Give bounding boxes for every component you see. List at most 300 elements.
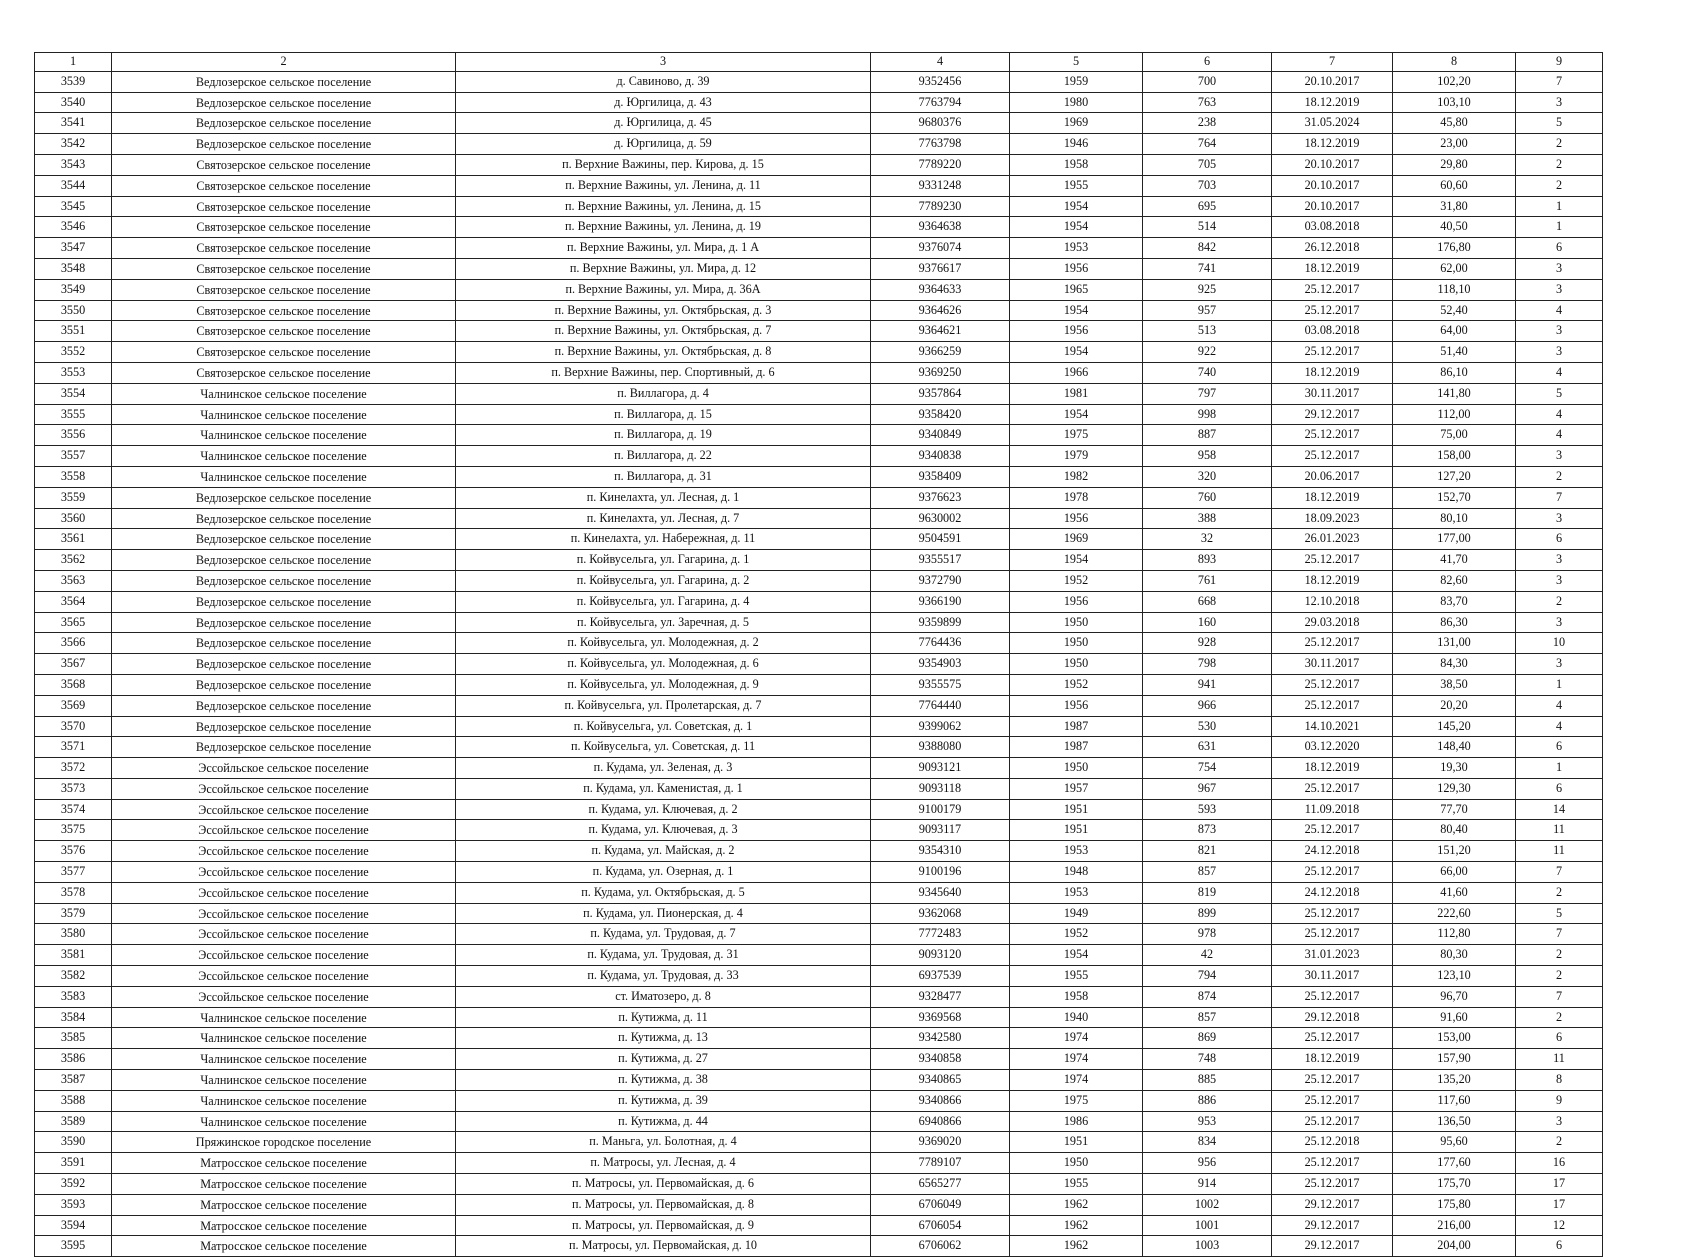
table-row bbox=[35, 1194, 1603, 1215]
cell-address: д. Юргилица, д. 43 bbox=[456, 92, 871, 113]
cell-address: п. Кудама, ул. Трудовая, д. 31 bbox=[456, 945, 871, 966]
cell-year-built: 1956 bbox=[1010, 695, 1143, 716]
cell-settlement-name: Чалнинское сельское поселение bbox=[112, 404, 456, 425]
cell-settlement-name: Святозерское сельское поселение bbox=[112, 154, 456, 175]
cell-document-date: 11.09.2018 bbox=[1272, 799, 1393, 820]
cell-area: 77,70 bbox=[1393, 799, 1516, 820]
cell-settlement-name: Чалнинское сельское поселение bbox=[112, 1090, 456, 1111]
table-row bbox=[35, 882, 1603, 903]
cell-address: п. Верхние Важины, ул. Ленина, д. 19 bbox=[456, 217, 871, 238]
cell-document-number: 953 bbox=[1143, 1111, 1272, 1132]
cell-settlement-name: Святозерское сельское поселение bbox=[112, 196, 456, 217]
cell-document-number: 760 bbox=[1143, 487, 1272, 508]
cell-row-number: 3583 bbox=[35, 986, 112, 1007]
cell-object-id: 9340866 bbox=[871, 1090, 1010, 1111]
cell-row-number: 3559 bbox=[35, 487, 112, 508]
cell-row-number: 3594 bbox=[35, 1215, 112, 1236]
cell-row-number: 3585 bbox=[35, 1028, 112, 1049]
cell-settlement-name: Матросское сельское поселение bbox=[112, 1194, 456, 1215]
cell-document-number: 741 bbox=[1143, 258, 1272, 279]
cell-document-number: 700 bbox=[1143, 71, 1272, 92]
cell-object-id: 9328477 bbox=[871, 986, 1010, 1007]
cell-area: 31,80 bbox=[1393, 196, 1516, 217]
cell-object-id: 6937539 bbox=[871, 966, 1010, 987]
cell-settlement-name: Ведлозерское сельское поселение bbox=[112, 737, 456, 758]
cell-residents-count: 6 bbox=[1516, 238, 1603, 259]
cell-row-number: 3555 bbox=[35, 404, 112, 425]
cell-settlement-name: Матросское сельское поселение bbox=[112, 1174, 456, 1195]
cell-residents-count: 14 bbox=[1516, 799, 1603, 820]
cell-object-id: 9340858 bbox=[871, 1049, 1010, 1070]
cell-area: 41,70 bbox=[1393, 550, 1516, 571]
cell-row-number: 3558 bbox=[35, 466, 112, 487]
table-row bbox=[35, 279, 1603, 300]
cell-year-built: 1965 bbox=[1010, 279, 1143, 300]
cell-document-number: 819 bbox=[1143, 882, 1272, 903]
cell-object-id: 9364638 bbox=[871, 217, 1010, 238]
cell-settlement-name: Матросское сельское поселение bbox=[112, 1153, 456, 1174]
cell-object-id: 9680376 bbox=[871, 113, 1010, 134]
cell-year-built: 1982 bbox=[1010, 466, 1143, 487]
table-row bbox=[35, 446, 1603, 467]
cell-settlement-name: Чалнинское сельское поселение bbox=[112, 1049, 456, 1070]
cell-document-number: 513 bbox=[1143, 321, 1272, 342]
cell-row-number: 3540 bbox=[35, 92, 112, 113]
cell-area: 23,00 bbox=[1393, 134, 1516, 155]
cell-address: п. Маньга, ул. Болотная, д. 4 bbox=[456, 1132, 871, 1153]
cell-document-number: 922 bbox=[1143, 342, 1272, 363]
cell-area: 136,50 bbox=[1393, 1111, 1516, 1132]
cell-address: п. Кутижма, д. 13 bbox=[456, 1028, 871, 1049]
cell-document-date: 20.10.2017 bbox=[1272, 196, 1393, 217]
table-row bbox=[35, 217, 1603, 238]
cell-area: 86,10 bbox=[1393, 362, 1516, 383]
table-row bbox=[35, 924, 1603, 945]
cell-document-date: 18.12.2019 bbox=[1272, 570, 1393, 591]
table-row bbox=[35, 342, 1603, 363]
cell-address: п. Койвусельга, ул. Гагарина, д. 1 bbox=[456, 550, 871, 571]
cell-document-number: 842 bbox=[1143, 238, 1272, 259]
cell-address: п. Виллагора, д. 19 bbox=[456, 425, 871, 446]
cell-row-number: 3548 bbox=[35, 258, 112, 279]
table-row bbox=[35, 758, 1603, 779]
cell-residents-count: 7 bbox=[1516, 487, 1603, 508]
table-row bbox=[35, 903, 1603, 924]
table-row bbox=[35, 1132, 1603, 1153]
cell-residents-count: 11 bbox=[1516, 841, 1603, 862]
cell-residents-count: 17 bbox=[1516, 1194, 1603, 1215]
cell-row-number: 3584 bbox=[35, 1007, 112, 1028]
cell-address: п. Кудама, ул. Майская, д. 2 bbox=[456, 841, 871, 862]
cell-row-number: 3572 bbox=[35, 758, 112, 779]
cell-area: 51,40 bbox=[1393, 342, 1516, 363]
cell-document-date: 18.09.2023 bbox=[1272, 508, 1393, 529]
cell-settlement-name: Ведлозерское сельское поселение bbox=[112, 570, 456, 591]
cell-settlement-name: Эссойльское сельское поселение bbox=[112, 820, 456, 841]
cell-document-number: 388 bbox=[1143, 508, 1272, 529]
cell-object-id: 9376617 bbox=[871, 258, 1010, 279]
cell-residents-count: 4 bbox=[1516, 695, 1603, 716]
cell-area: 177,60 bbox=[1393, 1153, 1516, 1174]
cell-area: 145,20 bbox=[1393, 716, 1516, 737]
table-row bbox=[35, 799, 1603, 820]
cell-address: п. Кудама, ул. Каменистая, д. 1 bbox=[456, 778, 871, 799]
cell-area: 45,80 bbox=[1393, 113, 1516, 134]
cell-object-id: 9364633 bbox=[871, 279, 1010, 300]
cell-area: 82,60 bbox=[1393, 570, 1516, 591]
cell-year-built: 1954 bbox=[1010, 300, 1143, 321]
cell-document-date: 25.12.2017 bbox=[1272, 820, 1393, 841]
cell-row-number: 3592 bbox=[35, 1174, 112, 1195]
cell-document-number: 899 bbox=[1143, 903, 1272, 924]
cell-residents-count: 4 bbox=[1516, 404, 1603, 425]
table-row bbox=[35, 1236, 1603, 1257]
cell-row-number: 3565 bbox=[35, 612, 112, 633]
cell-address: п. Виллагора, д. 31 bbox=[456, 466, 871, 487]
cell-year-built: 1955 bbox=[1010, 1174, 1143, 1195]
cell-address: п. Матросы, ул. Лесная, д. 4 bbox=[456, 1153, 871, 1174]
cell-settlement-name: Эссойльское сельское поселение bbox=[112, 778, 456, 799]
cell-object-id: 9342580 bbox=[871, 1028, 1010, 1049]
table-row bbox=[35, 238, 1603, 259]
cell-document-number: 893 bbox=[1143, 550, 1272, 571]
table-row bbox=[35, 92, 1603, 113]
cell-document-date: 25.12.2017 bbox=[1272, 986, 1393, 1007]
cell-object-id: 6940866 bbox=[871, 1111, 1010, 1132]
cell-address: п. Койвусельга, ул. Пролетарская, д. 7 bbox=[456, 695, 871, 716]
cell-row-number: 3554 bbox=[35, 383, 112, 404]
table-row bbox=[35, 695, 1603, 716]
cell-document-number: 764 bbox=[1143, 134, 1272, 155]
cell-document-date: 29.12.2017 bbox=[1272, 1236, 1393, 1257]
table-header-row bbox=[35, 53, 1603, 72]
cell-area: 135,20 bbox=[1393, 1070, 1516, 1091]
cell-year-built: 1951 bbox=[1010, 1132, 1143, 1153]
cell-object-id: 7764440 bbox=[871, 695, 1010, 716]
cell-document-number: 873 bbox=[1143, 820, 1272, 841]
cell-document-date: 18.12.2019 bbox=[1272, 92, 1393, 113]
cell-address: п. Кудама, ул. Ключевая, д. 2 bbox=[456, 799, 871, 820]
table-row bbox=[35, 1070, 1603, 1091]
cell-document-number: 748 bbox=[1143, 1049, 1272, 1070]
cell-row-number: 3579 bbox=[35, 903, 112, 924]
cell-area: 112,80 bbox=[1393, 924, 1516, 945]
cell-residents-count: 6 bbox=[1516, 529, 1603, 550]
cell-row-number: 3582 bbox=[35, 966, 112, 987]
cell-row-number: 3575 bbox=[35, 820, 112, 841]
cell-residents-count: 4 bbox=[1516, 425, 1603, 446]
cell-address: п. Койвусельга, ул. Молодежная, д. 2 bbox=[456, 633, 871, 654]
column-header: 9 bbox=[1516, 53, 1603, 72]
cell-document-number: 925 bbox=[1143, 279, 1272, 300]
cell-year-built: 1946 bbox=[1010, 134, 1143, 155]
cell-year-built: 1955 bbox=[1010, 175, 1143, 196]
cell-year-built: 1948 bbox=[1010, 862, 1143, 883]
cell-residents-count: 6 bbox=[1516, 1236, 1603, 1257]
cell-area: 141,80 bbox=[1393, 383, 1516, 404]
cell-document-date: 20.10.2017 bbox=[1272, 175, 1393, 196]
cell-document-date: 25.12.2017 bbox=[1272, 1111, 1393, 1132]
cell-object-id: 9357864 bbox=[871, 383, 1010, 404]
cell-year-built: 1950 bbox=[1010, 633, 1143, 654]
cell-document-date: 18.12.2019 bbox=[1272, 758, 1393, 779]
cell-year-built: 1951 bbox=[1010, 820, 1143, 841]
cell-document-number: 761 bbox=[1143, 570, 1272, 591]
cell-document-date: 24.12.2018 bbox=[1272, 841, 1393, 862]
cell-year-built: 1950 bbox=[1010, 612, 1143, 633]
table-row bbox=[35, 154, 1603, 175]
cell-year-built: 1962 bbox=[1010, 1236, 1143, 1257]
cell-settlement-name: Эссойльское сельское поселение bbox=[112, 841, 456, 862]
table-row bbox=[35, 674, 1603, 695]
cell-residents-count: 2 bbox=[1516, 966, 1603, 987]
cell-document-date: 26.01.2023 bbox=[1272, 529, 1393, 550]
cell-year-built: 1974 bbox=[1010, 1070, 1143, 1091]
cell-settlement-name: Ведлозерское сельское поселение bbox=[112, 113, 456, 134]
cell-document-number: 834 bbox=[1143, 1132, 1272, 1153]
cell-document-date: 29.12.2018 bbox=[1272, 1007, 1393, 1028]
column-header: 6 bbox=[1143, 53, 1272, 72]
cell-row-number: 3564 bbox=[35, 591, 112, 612]
cell-document-date: 18.12.2019 bbox=[1272, 487, 1393, 508]
table-row bbox=[35, 778, 1603, 799]
cell-document-date: 25.12.2018 bbox=[1272, 1132, 1393, 1153]
cell-document-number: 914 bbox=[1143, 1174, 1272, 1195]
cell-address: п. Верхние Важины, пер. Кирова, д. 15 bbox=[456, 154, 871, 175]
cell-document-date: 25.12.2017 bbox=[1272, 1153, 1393, 1174]
cell-year-built: 1957 bbox=[1010, 778, 1143, 799]
table-row bbox=[35, 175, 1603, 196]
cell-address: п. Койвусельга, ул. Гагарина, д. 4 bbox=[456, 591, 871, 612]
cell-object-id: 9093118 bbox=[871, 778, 1010, 799]
cell-year-built: 1954 bbox=[1010, 404, 1143, 425]
cell-year-built: 1953 bbox=[1010, 238, 1143, 259]
cell-area: 40,50 bbox=[1393, 217, 1516, 238]
cell-year-built: 1969 bbox=[1010, 529, 1143, 550]
cell-area: 75,00 bbox=[1393, 425, 1516, 446]
cell-row-number: 3547 bbox=[35, 238, 112, 259]
cell-settlement-name: Ведлозерское сельское поселение bbox=[112, 92, 456, 113]
cell-document-date: 30.11.2017 bbox=[1272, 654, 1393, 675]
column-header: 3 bbox=[456, 53, 871, 72]
cell-object-id: 9358420 bbox=[871, 404, 1010, 425]
cell-settlement-name: Эссойльское сельское поселение bbox=[112, 758, 456, 779]
cell-year-built: 1969 bbox=[1010, 113, 1143, 134]
cell-document-date: 25.12.2017 bbox=[1272, 550, 1393, 571]
cell-row-number: 3541 bbox=[35, 113, 112, 134]
cell-document-number: 885 bbox=[1143, 1070, 1272, 1091]
table-row bbox=[35, 321, 1603, 342]
cell-document-number: 1001 bbox=[1143, 1215, 1272, 1236]
cell-year-built: 1986 bbox=[1010, 1111, 1143, 1132]
cell-document-date: 25.12.2017 bbox=[1272, 674, 1393, 695]
cell-settlement-name: Ведлозерское сельское поселение bbox=[112, 695, 456, 716]
cell-document-number: 869 bbox=[1143, 1028, 1272, 1049]
cell-document-date: 30.11.2017 bbox=[1272, 966, 1393, 987]
cell-document-number: 797 bbox=[1143, 383, 1272, 404]
cell-address: д. Юргилица, д. 59 bbox=[456, 134, 871, 155]
table-row bbox=[35, 113, 1603, 134]
table-row bbox=[35, 945, 1603, 966]
cell-area: 29,80 bbox=[1393, 154, 1516, 175]
cell-document-number: 1002 bbox=[1143, 1194, 1272, 1215]
cell-settlement-name: Чалнинское сельское поселение bbox=[112, 1007, 456, 1028]
cell-row-number: 3550 bbox=[35, 300, 112, 321]
cell-residents-count: 16 bbox=[1516, 1153, 1603, 1174]
cell-object-id: 9340838 bbox=[871, 446, 1010, 467]
cell-area: 157,90 bbox=[1393, 1049, 1516, 1070]
cell-address: п. Кутижма, д. 38 bbox=[456, 1070, 871, 1091]
cell-row-number: 3573 bbox=[35, 778, 112, 799]
cell-area: 176,80 bbox=[1393, 238, 1516, 259]
cell-object-id: 7763794 bbox=[871, 92, 1010, 113]
cell-residents-count: 2 bbox=[1516, 154, 1603, 175]
cell-object-id: 9376623 bbox=[871, 487, 1010, 508]
cell-address: п. Верхние Важины, ул. Мира, д. 36А bbox=[456, 279, 871, 300]
cell-residents-count: 2 bbox=[1516, 1007, 1603, 1028]
cell-residents-count: 2 bbox=[1516, 1132, 1603, 1153]
cell-address: д. Юргилица, д. 45 bbox=[456, 113, 871, 134]
cell-address: п. Кудама, ул. Пионерская, д. 4 bbox=[456, 903, 871, 924]
table-row bbox=[35, 1215, 1603, 1236]
cell-residents-count: 6 bbox=[1516, 778, 1603, 799]
cell-year-built: 1940 bbox=[1010, 1007, 1143, 1028]
cell-residents-count: 7 bbox=[1516, 71, 1603, 92]
cell-row-number: 3563 bbox=[35, 570, 112, 591]
cell-row-number: 3580 bbox=[35, 924, 112, 945]
cell-area: 129,30 bbox=[1393, 778, 1516, 799]
column-header: 2 bbox=[112, 53, 456, 72]
cell-document-number: 966 bbox=[1143, 695, 1272, 716]
cell-address: п. Кудама, ул. Трудовая, д. 7 bbox=[456, 924, 871, 945]
cell-settlement-name: Чалнинское сельское поселение bbox=[112, 425, 456, 446]
cell-address: п. Матросы, ул. Первомайская, д. 9 bbox=[456, 1215, 871, 1236]
cell-row-number: 3587 bbox=[35, 1070, 112, 1091]
cell-year-built: 1952 bbox=[1010, 924, 1143, 945]
table-row bbox=[35, 1111, 1603, 1132]
cell-document-number: 998 bbox=[1143, 404, 1272, 425]
cell-year-built: 1978 bbox=[1010, 487, 1143, 508]
cell-row-number: 3560 bbox=[35, 508, 112, 529]
cell-document-date: 18.12.2019 bbox=[1272, 134, 1393, 155]
cell-residents-count: 3 bbox=[1516, 446, 1603, 467]
cell-document-number: 1003 bbox=[1143, 1236, 1272, 1257]
table-row bbox=[35, 820, 1603, 841]
cell-document-date: 25.12.2017 bbox=[1272, 695, 1393, 716]
cell-settlement-name: Ведлозерское сельское поселение bbox=[112, 612, 456, 633]
cell-residents-count: 3 bbox=[1516, 321, 1603, 342]
cell-address: п. Верхние Важины, ул. Октябрьская, д. 8 bbox=[456, 342, 871, 363]
cell-object-id: 7764436 bbox=[871, 633, 1010, 654]
housing-registry-table bbox=[34, 52, 1603, 1257]
table-row bbox=[35, 258, 1603, 279]
cell-area: 123,10 bbox=[1393, 966, 1516, 987]
cell-year-built: 1950 bbox=[1010, 758, 1143, 779]
cell-area: 222,60 bbox=[1393, 903, 1516, 924]
cell-residents-count: 3 bbox=[1516, 508, 1603, 529]
cell-document-number: 514 bbox=[1143, 217, 1272, 238]
cell-address: п. Кутижма, д. 11 bbox=[456, 1007, 871, 1028]
cell-residents-count: 2 bbox=[1516, 945, 1603, 966]
cell-row-number: 3557 bbox=[35, 446, 112, 467]
table-row bbox=[35, 300, 1603, 321]
cell-residents-count: 4 bbox=[1516, 362, 1603, 383]
cell-address: п. Кутижма, д. 27 bbox=[456, 1049, 871, 1070]
table-row bbox=[35, 986, 1603, 1007]
cell-object-id: 9359899 bbox=[871, 612, 1010, 633]
cell-object-id: 9364621 bbox=[871, 321, 1010, 342]
cell-year-built: 1949 bbox=[1010, 903, 1143, 924]
cell-year-built: 1956 bbox=[1010, 258, 1143, 279]
cell-address: п. Матросы, ул. Первомайская, д. 10 bbox=[456, 1236, 871, 1257]
cell-area: 60,60 bbox=[1393, 175, 1516, 196]
cell-address: ст. Иматозеро, д. 8 bbox=[456, 986, 871, 1007]
cell-residents-count: 1 bbox=[1516, 674, 1603, 695]
cell-row-number: 3567 bbox=[35, 654, 112, 675]
cell-address: п. Верхние Важины, ул. Ленина, д. 15 bbox=[456, 196, 871, 217]
cell-residents-count: 4 bbox=[1516, 716, 1603, 737]
cell-document-date: 25.12.2017 bbox=[1272, 446, 1393, 467]
table-row bbox=[35, 1153, 1603, 1174]
cell-document-number: 238 bbox=[1143, 113, 1272, 134]
cell-area: 118,10 bbox=[1393, 279, 1516, 300]
cell-year-built: 1958 bbox=[1010, 986, 1143, 1007]
cell-area: 175,70 bbox=[1393, 1174, 1516, 1195]
column-header: 5 bbox=[1010, 53, 1143, 72]
cell-area: 80,30 bbox=[1393, 945, 1516, 966]
cell-object-id: 7789220 bbox=[871, 154, 1010, 175]
cell-year-built: 1956 bbox=[1010, 591, 1143, 612]
cell-object-id: 9100179 bbox=[871, 799, 1010, 820]
cell-row-number: 3544 bbox=[35, 175, 112, 196]
cell-document-number: 695 bbox=[1143, 196, 1272, 217]
cell-object-id: 9100196 bbox=[871, 862, 1010, 883]
cell-address: п. Верхние Важины, ул. Октябрьская, д. 3 bbox=[456, 300, 871, 321]
cell-year-built: 1953 bbox=[1010, 882, 1143, 903]
cell-year-built: 1950 bbox=[1010, 654, 1143, 675]
cell-year-built: 1958 bbox=[1010, 154, 1143, 175]
cell-residents-count: 2 bbox=[1516, 882, 1603, 903]
cell-year-built: 1954 bbox=[1010, 342, 1143, 363]
cell-document-number: 794 bbox=[1143, 966, 1272, 987]
cell-document-number: 160 bbox=[1143, 612, 1272, 633]
cell-document-number: 857 bbox=[1143, 862, 1272, 883]
cell-object-id: 6565277 bbox=[871, 1174, 1010, 1195]
table-body bbox=[35, 71, 1603, 1256]
cell-address: п. Кудама, ул. Ключевая, д. 3 bbox=[456, 820, 871, 841]
cell-settlement-name: Ведлозерское сельское поселение bbox=[112, 674, 456, 695]
cell-residents-count: 2 bbox=[1516, 134, 1603, 155]
cell-document-date: 25.12.2017 bbox=[1272, 1070, 1393, 1091]
cell-settlement-name: Святозерское сельское поселение bbox=[112, 321, 456, 342]
column-header: 8 bbox=[1393, 53, 1516, 72]
cell-year-built: 1987 bbox=[1010, 716, 1143, 737]
cell-residents-count: 8 bbox=[1516, 1070, 1603, 1091]
cell-object-id: 7789230 bbox=[871, 196, 1010, 217]
cell-year-built: 1956 bbox=[1010, 321, 1143, 342]
cell-settlement-name: Ведлозерское сельское поселение bbox=[112, 591, 456, 612]
cell-settlement-name: Ведлозерское сельское поселение bbox=[112, 550, 456, 571]
table-row bbox=[35, 841, 1603, 862]
cell-address: п. Кинелахта, ул. Лесная, д. 1 bbox=[456, 487, 871, 508]
cell-row-number: 3553 bbox=[35, 362, 112, 383]
cell-area: 52,40 bbox=[1393, 300, 1516, 321]
cell-row-number: 3577 bbox=[35, 862, 112, 883]
table-row bbox=[35, 362, 1603, 383]
cell-object-id: 9504591 bbox=[871, 529, 1010, 550]
cell-settlement-name: Ведлозерское сельское поселение bbox=[112, 633, 456, 654]
document-page bbox=[34, 52, 1602, 1257]
